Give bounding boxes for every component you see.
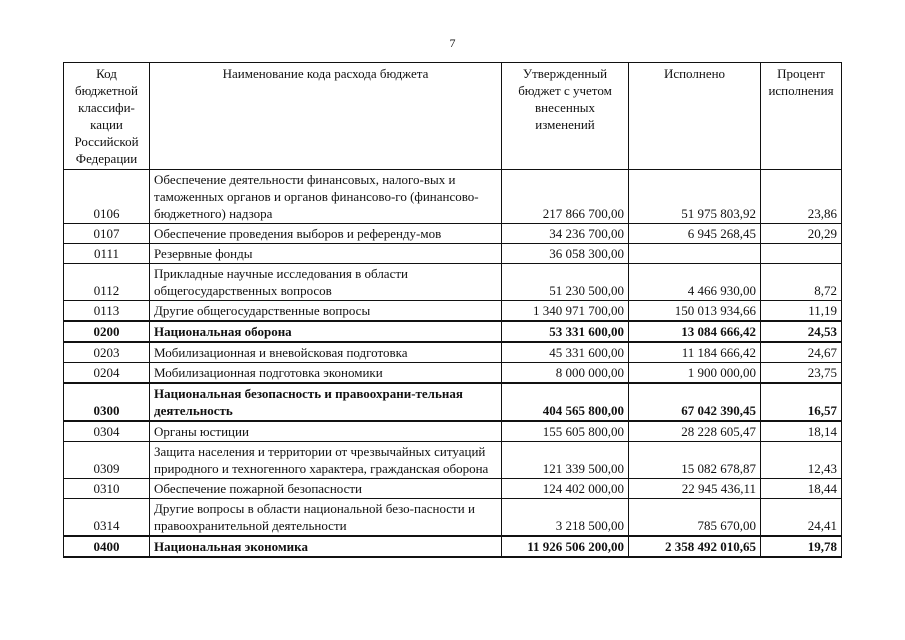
cell-executed bbox=[629, 244, 761, 264]
cell-code: 0300 bbox=[64, 383, 150, 421]
cell-approved: 217 866 700,00 bbox=[502, 170, 629, 224]
cell-percent: 19,78 bbox=[761, 536, 842, 557]
cell-executed: 28 228 605,47 bbox=[629, 421, 761, 442]
cell-approved: 1 340 971 700,00 bbox=[502, 301, 629, 322]
cell-approved: 155 605 800,00 bbox=[502, 421, 629, 442]
cell-name: Национальная оборона bbox=[150, 321, 502, 342]
cell-percent: 11,19 bbox=[761, 301, 842, 322]
cell-code: 0309 bbox=[64, 442, 150, 479]
cell-executed: 13 084 666,42 bbox=[629, 321, 761, 342]
cell-approved: 3 218 500,00 bbox=[502, 499, 629, 537]
cell-name: Резервные фонды bbox=[150, 244, 502, 264]
cell-name: Защита населения и территории от чрезвычайных ситуаций природного и техногенного характера, гражданская оборона bbox=[150, 442, 502, 479]
cell-executed: 6 945 268,45 bbox=[629, 224, 761, 244]
header-executed: Исполнено bbox=[629, 63, 761, 170]
table-header-row bbox=[64, 63, 842, 170]
cell-code: 0314 bbox=[64, 499, 150, 537]
cell-percent: 12,43 bbox=[761, 442, 842, 479]
table-row bbox=[64, 170, 842, 224]
cell-code: 0111 bbox=[64, 244, 150, 264]
cell-approved: 51 230 500,00 bbox=[502, 264, 629, 301]
cell-approved: 34 236 700,00 bbox=[502, 224, 629, 244]
header-code: Код бюджетной классифи-кации Российской Федерации bbox=[64, 63, 150, 170]
cell-code: 0204 bbox=[64, 363, 150, 384]
cell-code: 0310 bbox=[64, 479, 150, 499]
cell-percent: 18,44 bbox=[761, 479, 842, 499]
cell-executed: 150 013 934,66 bbox=[629, 301, 761, 322]
cell-percent: 8,72 bbox=[761, 264, 842, 301]
table-row bbox=[64, 224, 842, 244]
cell-code: 0112 bbox=[64, 264, 150, 301]
cell-executed: 22 945 436,11 bbox=[629, 479, 761, 499]
cell-name: Обеспечение пожарной безопасности bbox=[150, 479, 502, 499]
cell-percent: 23,75 bbox=[761, 363, 842, 384]
cell-name: Мобилизационная подготовка экономики bbox=[150, 363, 502, 384]
cell-name: Мобилизационная и вневойсковая подготовка bbox=[150, 342, 502, 363]
cell-approved: 124 402 000,00 bbox=[502, 479, 629, 499]
table-body bbox=[64, 170, 842, 558]
table-row bbox=[64, 536, 842, 557]
cell-percent: 18,14 bbox=[761, 421, 842, 442]
cell-code: 0106 bbox=[64, 170, 150, 224]
cell-approved: 121 339 500,00 bbox=[502, 442, 629, 479]
cell-percent: 24,53 bbox=[761, 321, 842, 342]
cell-approved: 8 000 000,00 bbox=[502, 363, 629, 384]
table-row bbox=[64, 383, 842, 421]
cell-name: Другие вопросы в области национальной безо-пасности и правоохранительной деятельности bbox=[150, 499, 502, 537]
cell-name: Национальная безопасность и правоохрани-тельная деятельность bbox=[150, 383, 502, 421]
table-row bbox=[64, 264, 842, 301]
table-row bbox=[64, 499, 842, 537]
cell-name: Другие общегосударственные вопросы bbox=[150, 301, 502, 322]
cell-name: Органы юстиции bbox=[150, 421, 502, 442]
table-row bbox=[64, 363, 842, 384]
cell-percent: 20,29 bbox=[761, 224, 842, 244]
cell-executed: 1 900 000,00 bbox=[629, 363, 761, 384]
cell-executed: 4 466 930,00 bbox=[629, 264, 761, 301]
header-percent: Процент исполнения bbox=[761, 63, 842, 170]
cell-executed: 2 358 492 010,65 bbox=[629, 536, 761, 557]
cell-executed: 67 042 390,45 bbox=[629, 383, 761, 421]
table-row bbox=[64, 321, 842, 342]
cell-executed: 15 082 678,87 bbox=[629, 442, 761, 479]
cell-code: 0304 bbox=[64, 421, 150, 442]
table-row bbox=[64, 342, 842, 363]
cell-name: Обеспечение проведения выборов и референду-мов bbox=[150, 224, 502, 244]
page-number: 7 bbox=[449, 36, 456, 50]
cell-code: 0400 bbox=[64, 536, 150, 557]
table-row bbox=[64, 479, 842, 499]
table-row bbox=[64, 301, 842, 322]
cell-code: 0113 bbox=[64, 301, 150, 322]
header-name: Наименование кода расхода бюджета bbox=[150, 63, 502, 170]
table-row bbox=[64, 442, 842, 479]
cell-name: Национальная экономика bbox=[150, 536, 502, 557]
cell-approved: 11 926 506 200,00 bbox=[502, 536, 629, 557]
cell-percent: 24,67 bbox=[761, 342, 842, 363]
cell-percent bbox=[761, 244, 842, 264]
cell-percent: 16,57 bbox=[761, 383, 842, 421]
cell-executed: 11 184 666,42 bbox=[629, 342, 761, 363]
cell-approved: 45 331 600,00 bbox=[502, 342, 629, 363]
cell-executed: 785 670,00 bbox=[629, 499, 761, 537]
header-approved: Утвержденный бюджет с учетом внесенных изменений bbox=[502, 63, 629, 170]
cell-percent: 23,86 bbox=[761, 170, 842, 224]
cell-name: Прикладные научные исследования в области общегосударственных вопросов bbox=[150, 264, 502, 301]
cell-name: Обеспечение деятельности финансовых, налого-вых и таможенных органов и органов финансово-го (финансово-бюджетного) надзора bbox=[150, 170, 502, 224]
cell-code: 0107 bbox=[64, 224, 150, 244]
table-row bbox=[64, 421, 842, 442]
cell-approved: 36 058 300,00 bbox=[502, 244, 629, 264]
cell-code: 0203 bbox=[64, 342, 150, 363]
cell-percent: 24,41 bbox=[761, 499, 842, 537]
budget-table bbox=[63, 62, 842, 558]
cell-code: 0200 bbox=[64, 321, 150, 342]
table-row bbox=[64, 244, 842, 264]
cell-approved: 53 331 600,00 bbox=[502, 321, 629, 342]
cell-executed: 51 975 803,92 bbox=[629, 170, 761, 224]
cell-approved: 404 565 800,00 bbox=[502, 383, 629, 421]
